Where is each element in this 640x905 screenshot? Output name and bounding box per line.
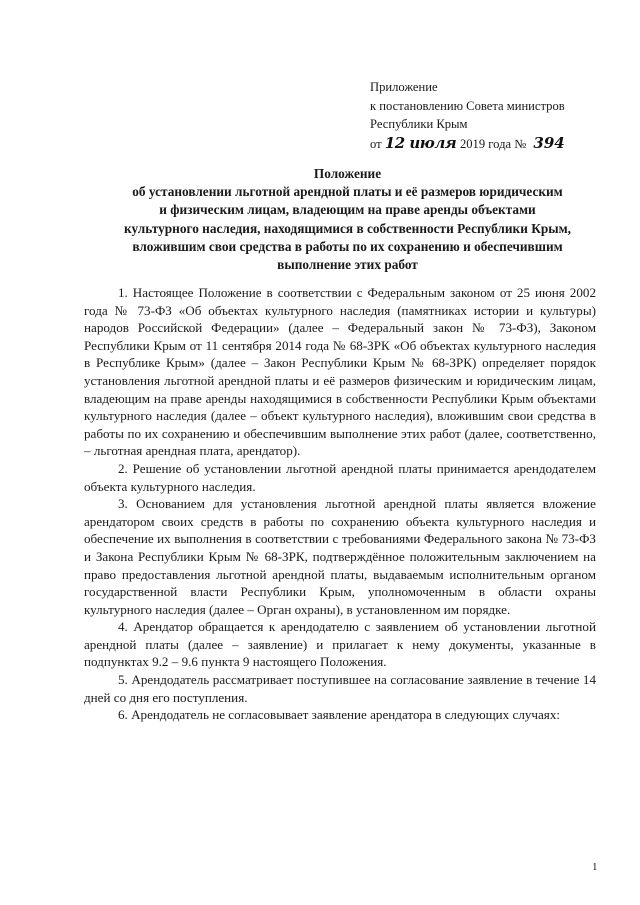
page-number: 1	[592, 861, 598, 873]
paragraph-3: 3. Основанием для установления льготной арендной платы является вложение арендатором своих средств в работы по сохранению объекта культурного наследия и обеспечение их выполнения в соответствии с требованиями Федерального закона № 73-ФЗ и Закона Республики Крым № 68-ЗРК, подтверждённое положительным заключением на право предоставления льготной арендной платы, выдаваемым исполнительным органом государственной власти Республики Крым, уполномоченным в области охраны культурного наследия (далее – Орган охраны), в установленном им порядке.	[84, 496, 596, 617]
year-and-number-label: 2019 года №	[459, 136, 527, 151]
document-body	[84, 284, 596, 724]
header-date-line	[370, 134, 632, 154]
title-line-3: и физическим лицам, владеющим на праве аренды объектами	[159, 202, 536, 218]
paragraph-4: 4. Арендатор обращается к арендодателю с заявлением об установлении льготной арендной платы (далее – заявление) и прилагает к нему документы, указанные в подпунктах 9.2 – 9.6 пункта 9 настоящего Положения.	[84, 619, 596, 670]
paragraph-2: 2. Решение об установлении льготной арендной платы принимается арендодателем объекта культурного наследия.	[84, 460, 596, 494]
header-line-appendix: Приложение	[370, 80, 438, 94]
header-line-resolution: к постановлению Совета министров	[370, 98, 565, 113]
title-line-4: культурного наследия, находящимися в собственности Республики Крым,	[124, 220, 571, 236]
paragraph-5: 5. Арендодатель рассматривает поступившее на согласование заявление в течение 14 дней со дня его поступления.	[84, 672, 596, 705]
handwritten-number: 394	[533, 133, 565, 152]
date-prefix: от	[370, 136, 382, 151]
header-block	[370, 78, 632, 153]
paragraph-1: 1. Настоящее Положение в соответствии с Федеральным законом от 25 июня 2002 года № 73-ФЗ «Об объектах культурного наследия (памятниках истории и культуры) народов Российской Федерации» (далее – Федеральный закон № 73-ФЗ), Законом Республики Крым от 11 сентября 2014 года № 68-ЗРК «Об объектах культурного наследия в Республике Крым» (далее – Закон Республики Крым № 68-ЗРК) определяет порядок установления льготной арендной платы и её размеров физическим и юридическим лицам, владеющим на праве аренды находящимися в собственности Республики Крым объектами культурного наследия (далее – объект культурного наследия), вложившим свои средства в работы по их сохранению и обеспечившим выполнение этих работ (далее, соответственно, – льготная арендная плата, арендатор).	[84, 285, 596, 459]
title-line-5: вложившим свои средства в работы по их сохранению и обеспечившим	[132, 238, 563, 254]
title-line-2: об установлении льготной арендной платы и её размеров юридическим	[132, 184, 563, 200]
document-title	[85, 165, 610, 274]
handwritten-date: 12 июля	[384, 133, 457, 152]
title-line-1: Положение	[313, 166, 382, 181]
title-line-6: выполнение этих работ	[277, 257, 418, 273]
paragraph-6: 6. Арендодатель не согласовывает заявление арендатора в следующих случаях:	[118, 707, 561, 723]
header-line-republic: Республики Крым	[370, 117, 468, 131]
